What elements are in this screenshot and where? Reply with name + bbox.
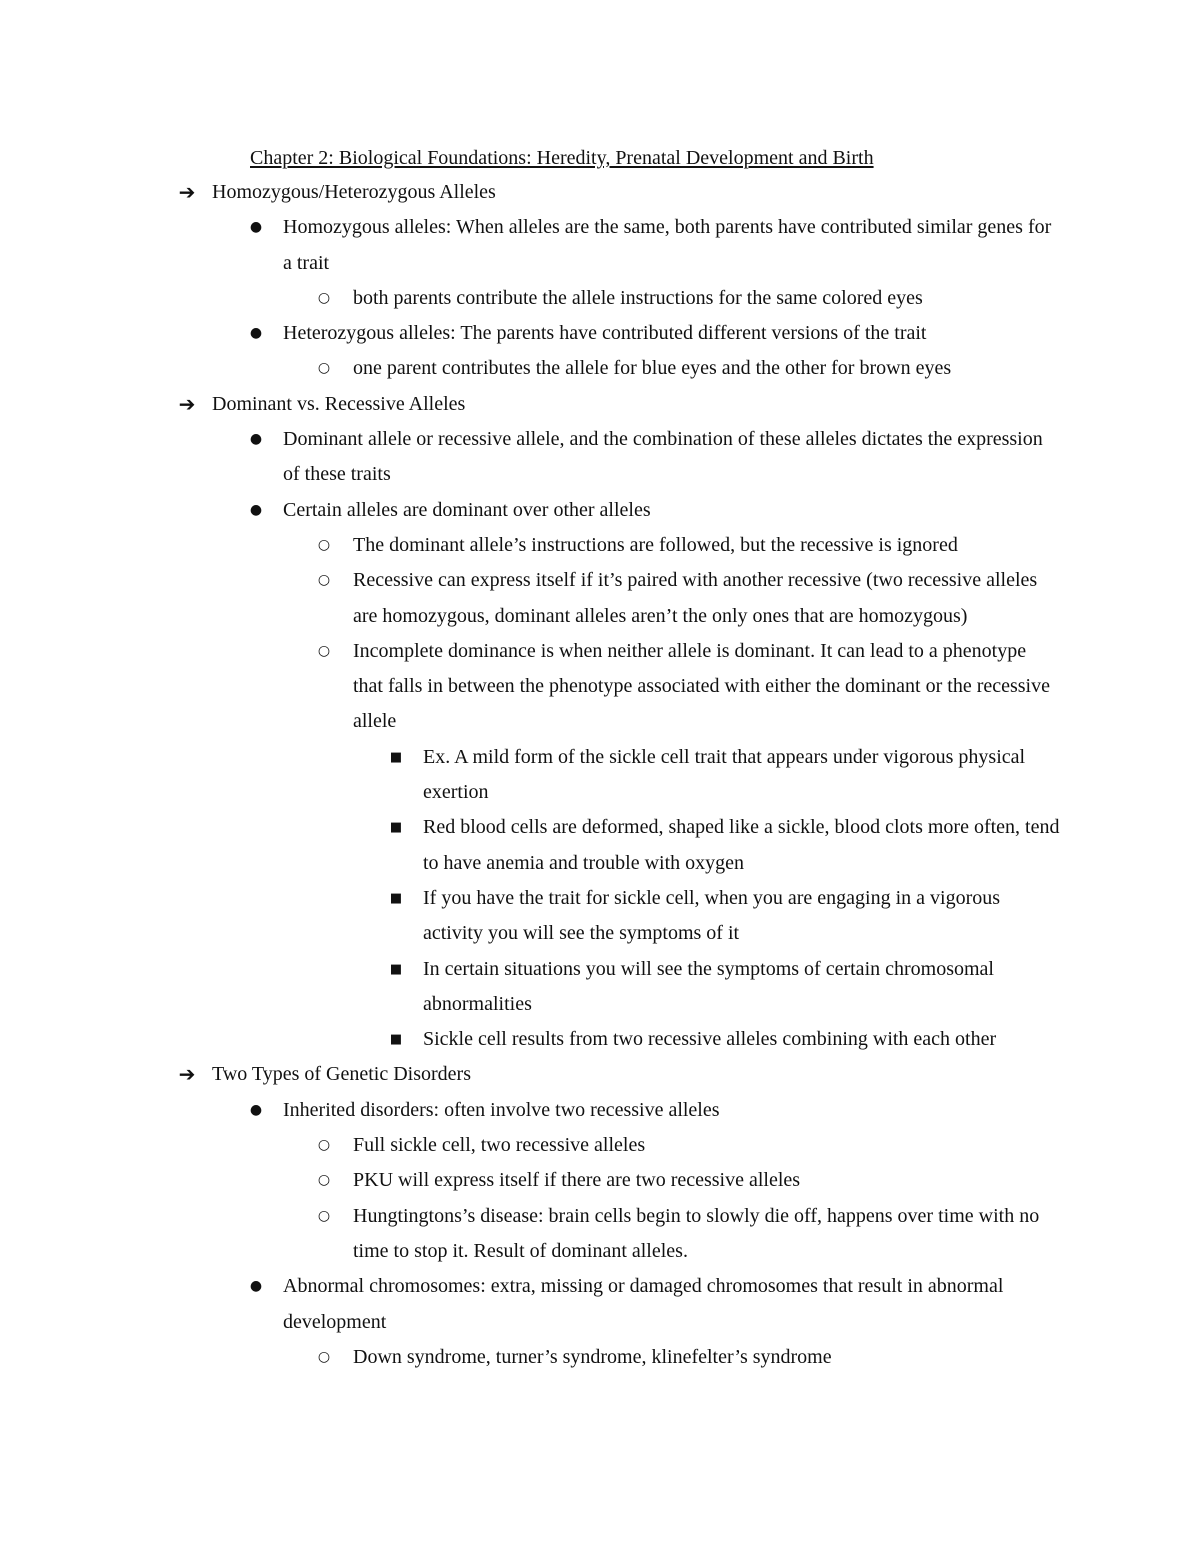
square-bullet-icon: ■ (389, 961, 403, 977)
list-item (0, 1093, 1063, 1128)
list-item-text: Incomplete dominance is when neither allele is dominant. It can lead to a phenotype that falls in between the phenotype associated with either the dominant or the recessive allele (353, 639, 1050, 733)
disc-bullet-icon: ● (249, 219, 263, 236)
list-item-text: Abnormal chromosomes: extra, missing or damaged chromosomes that result in abnormal development (283, 1275, 1004, 1333)
circle-bullet-icon: ○ (317, 1137, 331, 1154)
list-item-text: Homozygous alleles: When alleles are the same, both parents have contributed similar genes for a trait (283, 216, 1052, 274)
list-item (0, 1128, 1053, 1163)
list-item (0, 351, 1053, 386)
arrow-bullet-icon: ➔ (178, 1062, 196, 1087)
circle-bullet-icon: ○ (317, 642, 331, 659)
list-item (0, 1199, 1053, 1270)
list-item-text: PKU will express itself if there are two recessive alleles (353, 1169, 801, 1192)
list-item (0, 810, 1063, 881)
disc-bullet-icon: ● (249, 1278, 263, 1295)
list-item (0, 740, 1063, 811)
disc-bullet-icon: ● (249, 431, 263, 448)
circle-bullet-icon: ○ (317, 536, 331, 553)
list-item (0, 563, 1053, 634)
list-item (0, 528, 1053, 563)
list-item (0, 952, 1063, 1023)
list-item-text: Sickle cell results from two recessive alleles combining with each other (423, 1028, 997, 1051)
disc-bullet-icon: ● (249, 1101, 263, 1118)
notes-outline (0, 175, 1200, 1375)
arrow-bullet-icon: ➔ (178, 391, 196, 416)
circle-bullet-icon: ○ (317, 1207, 331, 1224)
square-bullet-icon: ■ (389, 1032, 403, 1048)
list-item-text: Dominant allele or recessive allele, and the combination of these alleles dictates the expression of these traits (283, 428, 1043, 486)
disc-bullet-icon: ● (249, 325, 263, 342)
list-item-text: In certain situations you will see the symptoms of certain chromosomal abnormalities (423, 957, 994, 1015)
list-item (0, 281, 1053, 316)
circle-bullet-icon: ○ (317, 572, 331, 589)
list-item-text: If you have the trait for sickle cell, when you are engaging in a vigorous activity you will see the symptoms of it (423, 886, 1001, 945)
square-bullet-icon: ■ (389, 749, 403, 765)
list-item (0, 493, 1063, 528)
section-heading (0, 1057, 1200, 1092)
section-heading (0, 387, 1200, 422)
list-item-text: both parents contribute the allele instructions for the same colored eyes (353, 286, 923, 309)
list-item-text: Inherited disorders: often involve two recessive alleles (283, 1098, 720, 1121)
list-item (0, 1269, 1063, 1340)
section-heading-text: Homozygous/Heterozygous Alleles (212, 181, 496, 203)
list-item-text: Full sickle cell, two recessive alleles (353, 1134, 646, 1157)
square-bullet-icon: ■ (389, 820, 403, 836)
circle-bullet-icon: ○ (317, 289, 331, 306)
disc-bullet-icon: ● (249, 501, 263, 518)
page-title: Chapter 2: Biological Foundations: Heredity, Prenatal Development and Birth (250, 147, 874, 169)
list-item (0, 210, 1063, 281)
circle-bullet-icon: ○ (317, 1348, 331, 1365)
list-item (0, 1022, 1063, 1057)
list-item-text: The dominant allele’s instructions are followed, but the recessive is ignored (353, 533, 958, 556)
list-item (0, 1163, 1053, 1198)
list-item-text: Red blood cells are deformed, shaped like a sickle, blood clots more often, tend to have anemia and trouble with oxygen (423, 816, 1060, 874)
list-item-text: Recessive can express itself if it’s paired with another recessive (two recessive alleles are homozygous, dominant alleles aren’t the only ones that are homozygous) (353, 569, 1038, 627)
list-item (0, 316, 1063, 351)
section-heading-text: Dominant vs. Recessive Alleles (212, 392, 466, 415)
list-item (0, 1340, 1053, 1375)
section-heading (0, 175, 1200, 210)
list-item-text: Hungtingtons’s disease: brain cells begin to slowly die off, happens over time with no time to stop it. Result of dominant alleles. (353, 1204, 1040, 1262)
section-heading-text: Two Types of Genetic Disorders (212, 1063, 471, 1086)
arrow-bullet-icon: ➔ (178, 180, 196, 204)
list-item (0, 422, 1063, 493)
list-item-text: Heterozygous alleles: The parents have contributed different versions of the trait (283, 322, 927, 345)
list-item-text: Ex. A mild form of the sickle cell trait that appears under vigorous physical exertion (423, 745, 1026, 804)
list-item (0, 881, 1063, 952)
circle-bullet-icon: ○ (317, 360, 331, 377)
list-item-text: one parent contributes the allele for blue eyes and the other for brown eyes (353, 357, 952, 380)
list-item (0, 634, 1053, 740)
list-item-text: Certain alleles are dominant over other alleles (283, 498, 651, 521)
square-bullet-icon: ■ (389, 890, 403, 906)
circle-bullet-icon: ○ (317, 1172, 331, 1189)
list-item-text: Down syndrome, turner’s syndrome, klinefelter’s syndrome (353, 1345, 832, 1368)
